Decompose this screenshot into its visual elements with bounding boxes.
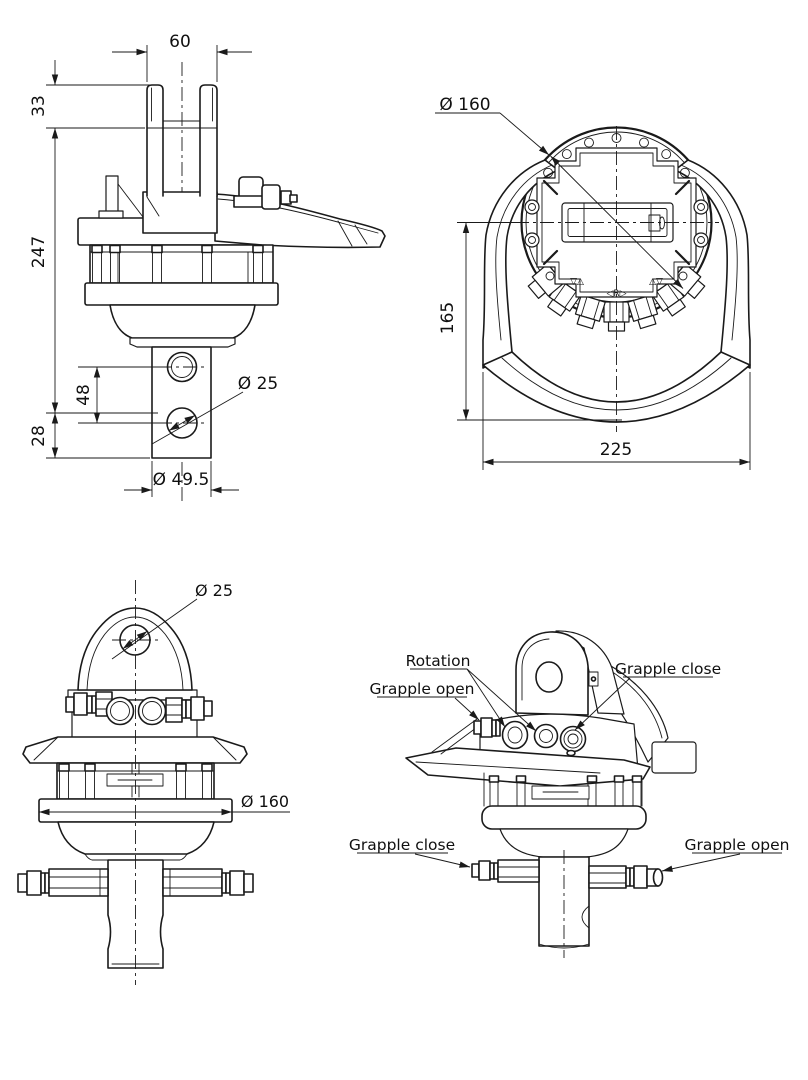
port-rotation-a <box>503 722 528 749</box>
front-view <box>29 32 385 505</box>
dim-rotator-dia: Ø 160 <box>439 95 491 115</box>
label-grapple-close-bottom: Grapple close <box>348 836 456 854</box>
front-view-body <box>78 85 385 458</box>
lower-flange <box>85 283 278 305</box>
port-rotation-b <box>535 725 558 748</box>
label-grapple-close-top: Grapple close <box>614 660 722 678</box>
port-mark-center: ◁R▷ <box>606 289 627 299</box>
port-mark-right: △▽ <box>649 277 663 287</box>
dim-shaft-dia: Ø 49.5 <box>152 470 210 490</box>
lower-front-view <box>18 580 290 985</box>
dim-shackle-depth: 33 <box>29 95 49 117</box>
label-grapple-open-bottom: Grapple open <box>684 836 790 854</box>
dim-hole-spacing: 48 <box>74 384 94 406</box>
top-view <box>435 95 750 470</box>
perspective-body <box>406 631 696 948</box>
dim-frame-width: 225 <box>599 440 633 460</box>
wing-plate <box>23 737 247 763</box>
perspective-view <box>349 631 790 958</box>
dim-frame-depth: 165 <box>438 301 458 335</box>
cone <box>110 305 255 338</box>
dim-flange-dia: Ø 160 <box>240 792 290 811</box>
label-grapple-open-top: Grapple open <box>369 680 475 698</box>
clevis-plate-right <box>200 85 217 196</box>
dim-overall-height: 247 <box>29 235 49 269</box>
port-mark-left: ▽△ <box>570 277 584 287</box>
hydraulic-fitting <box>234 177 297 209</box>
dim-top-width: 60 <box>169 32 191 52</box>
valve-block <box>143 192 217 233</box>
dim-pin-hole-dia: Ø 25 <box>194 581 234 600</box>
side-fitting-left <box>18 869 108 896</box>
dim-pin-hole-dia: Ø 25 <box>237 374 279 394</box>
side-fitting-right <box>589 866 663 888</box>
side-fitting-right <box>163 869 253 896</box>
clevis-hole <box>536 662 562 692</box>
cone <box>58 822 214 854</box>
flange <box>482 806 646 829</box>
label-rotation: Rotation <box>405 652 471 670</box>
side-fitting-left <box>472 860 539 882</box>
dim-hole-to-end: 28 <box>29 425 49 447</box>
clevis-plate-left <box>147 85 163 196</box>
bracket-block <box>652 742 696 773</box>
